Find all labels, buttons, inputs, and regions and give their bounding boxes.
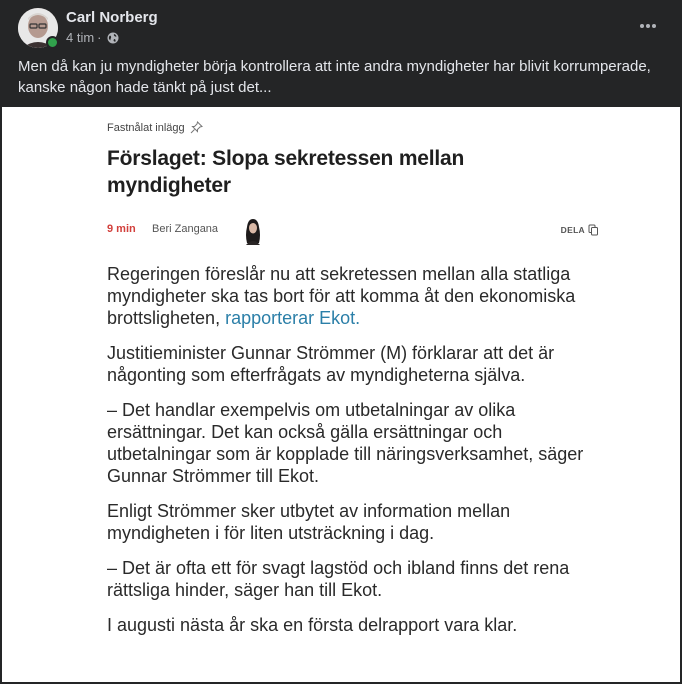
article-paragraph: I augusti nästa år ska en första delrapport vara klar. [107, 615, 518, 635]
pin-icon [190, 121, 203, 134]
read-time: 9 min [107, 223, 136, 235]
post-text: Men då kan ju myndigheter börja kontrollera att inte andra myndigheter har blivit korrumperade, kanske någon hade tänkt på just det... [18, 58, 651, 96]
copy-icon [588, 224, 599, 236]
article-body [107, 263, 607, 649]
post-author-name[interactable]: Carl Norberg [66, 9, 158, 26]
article-paragraph: – Det handlar exempelvis om utbetalningar av olika ersättningar. Det kan också gälla ersättningar och utbetalningar som är kopplade till näringsverksamhet, säger Gunnar Strömmer till Ekot. [107, 400, 584, 486]
online-status-icon [46, 36, 59, 49]
article-paragraph: – Det är ofta ett för svagt lagstöd och ibland finns det rena rättsliga hinder, säger han till Ekot. [107, 558, 570, 600]
article-author[interactable]: Beri Zangana [152, 223, 219, 235]
ekot-link[interactable]: rapporterar Ekot. [225, 308, 361, 328]
more-options-button[interactable] [636, 16, 660, 36]
article-title: Förslaget: Slopa sekretessen mellan myndigheter [107, 147, 465, 197]
article-paragraph: Enligt Strömmer sker utbytet av information mellan myndigheten i för liten utsträckning i dag. [107, 501, 511, 543]
share-button[interactable]: DELA [561, 224, 599, 236]
post-header [0, 0, 682, 107]
post-meta [66, 30, 119, 45]
shared-article-screenshot[interactable] [2, 107, 680, 682]
meta-separator: · [97, 30, 102, 45]
post-timestamp[interactable]: 4 tim [66, 30, 95, 45]
article-byline [107, 215, 599, 245]
article-paragraph: Regeringen föreslår nu att sekretessen mellan alla statliga myndigheter ska tas bort för att komma åt den ekonomiska brottsligheten, rapporterar Ekot. [107, 264, 576, 328]
article-author-photo [238, 215, 268, 245]
article-paragraph: Justitieminister Gunnar Strömmer (M) förklarar att det är någonting som efterfrågats av myndigheterna själva. [107, 343, 555, 385]
more-options-icon [640, 24, 644, 28]
globe-icon[interactable] [107, 32, 119, 44]
pinned-label: Fastnålat inlägg [107, 121, 203, 134]
